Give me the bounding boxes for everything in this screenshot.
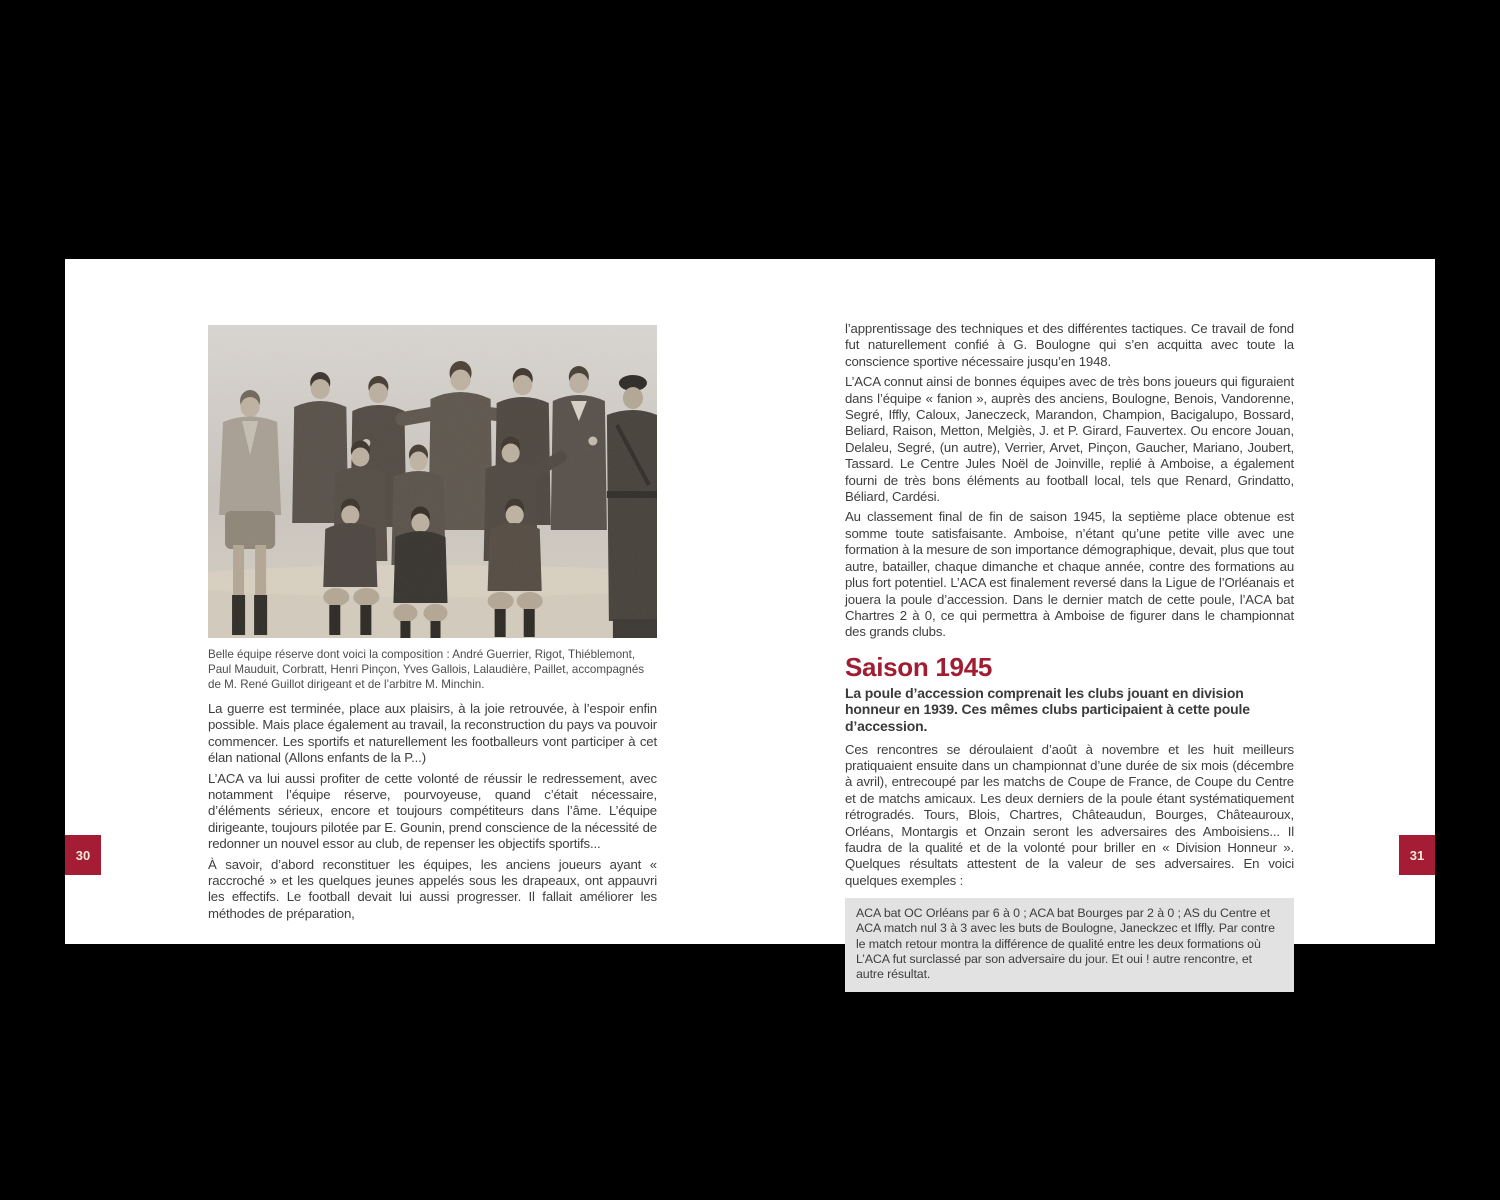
team-photo-illustration: [208, 325, 657, 638]
right-body-text-season: [845, 742, 1294, 890]
book-spread: [65, 259, 1435, 981]
page-number-tab-right: [1399, 835, 1435, 875]
body-paragraph: Ces rencontres se déroulaient d’août à novembre et les huit meilleurs pratiquaient ensuite dans un championnat d’une durée de six mois (décembre à avril), entrecoupé par les matchs de Coupe de France, de Coupe du Centre et de matchs amicaux. Les deux derniers de la poule étant systématiquement rétrogradés. Tours, Blois, Chartres, Châteaudun, Bourges, Châteauroux, Orléans, Montargis et Onzain seront les adversaires des Amboisiens... Il faudra de la qualité et de la volonté pour briller en « Division Honneur ». Quelques résultats attestent de la valeur de ses adversaires. En voici quelques exemples :: [845, 741, 1294, 888]
page-left-content: [208, 325, 657, 926]
body-paragraph: La guerre est terminée, place aux plaisirs, à la joie retrouvée, à l’espoir enfin possible. Mais place également au travail, la reconstruction du pays va pouvoir commencer. Les sportifs et naturellement les footballeurs vont participer à cet élan national (Allons enfants de la P...): [208, 701, 657, 766]
body-paragraph: L’ACA va lui aussi profiter de cette volonté de réussir le redressement, avec notamment l’équipe réserve, pourvoyeuse, quand c’était nécessaire, d’éléments sérieux, encore et toujours compétiteurs dans l’âme. L’équipe dirigeante, toujours pilotée par E. Gounin, prend conscience de la nécessité de redonner un nouvel essor au club, de repenser les objectifs sportifs...: [208, 770, 657, 852]
body-paragraph: L’ACA connut ainsi de bonnes équipes avec de très bons joueurs qui figuraient dans l’équipe « fanion », auprès des anciens, Boulogne, Benois, Vandorenne, Segré, Iffly, Caloux, Janeczeck, Marandon, Champion, Bacigalupo, Bossard, Beliard, Raison, Metton, Melgiès, J. et P. Girard, Fauvertex. Ou encore Jouan, Delaleu, Segré, (un autre), Verrier, Arvet, Pinçon, Gaucher, Mariano, Joubert, Tassard. Le Centre Jules Noël de Joinville, replié à Amboise, a également fourni de très bons éléments au football local, tels que Renard, Grindatto, Béliard, Cardési.: [845, 374, 1294, 505]
results-box: ACA bat OC Orléans par 6 à 0 ; ACA bat Bourges par 2 à 0 ; AS du Centre et ACA match nul 3 à 3 avec les buts de Boulogne, Janeckzec et Iffly. Par contre le match retour montra la différence de qualité entre les deux formations où L’ACA fut surclassé par son adversaire du jour. Et oui ! autre rencontre, et autre résultat.: [845, 898, 1294, 992]
left-body-text: [208, 701, 657, 922]
section-intro-bold: La poule d’accession comprenait les clubs jouant en division honneur en 1939. Ces mêmes clubs participaient à cette poule d’accession.: [845, 684, 1250, 734]
page-right-content: [845, 321, 1294, 992]
body-paragraph: l’apprentissage des techniques et des différentes tactiques. Ce travail de fond fut naturellement confié à G. Boulogne qui s’en acquitta avec toute la conscience sportive nécessaire jusqu’en 1948.: [845, 321, 1294, 369]
right-body-text-top: [845, 321, 1294, 641]
body-paragraph: Au classement final de fin de saison 1945, la septième place obtenue est somme toute satisfaisante. Amboise, n’étant qu’une petite ville avec une formation à la mesure de son importance démographique, devait, plus que tout autre, batailler, chaque dimanche et chaque année, contre des formations au plus fort potentiel. L’ACA est finalement reversé dans la Ligue de l’Orléanais et jouera la poule d’accession. Dans le dernier match de cette poule, l’ACA bat Chartres 2 à 0, ce qui permettra à Amboise de figurer dans le championnat des grands clubs.: [845, 509, 1294, 640]
page-number: 30: [75, 847, 91, 863]
team-photo: [208, 325, 657, 638]
section-heading: Saison 1945: [845, 651, 993, 682]
page-number-tab-left: [65, 835, 101, 875]
photo-caption: Belle équipe réserve dont voici la composition : André Guerrier, Rigot, Thiéblemont, Paul Mauduit, Corbratt, Henri Pinçon, Yves Gallois, Lalaudière, Paillet, accompagnés de M. René Guillot dirigeant et de l’arbitre M. Minchin.: [208, 648, 645, 691]
body-paragraph: À savoir, d’abord reconstituer les équipes, les anciens joueurs ayant « raccroché » et les quelques jeunes appelés sous les drapeaux, ont appauvri les effectifs. Le football devait lui aussi progresser. Il fallait améliorer les méthodes de préparation,: [208, 856, 657, 921]
page-number: 31: [1409, 847, 1425, 863]
